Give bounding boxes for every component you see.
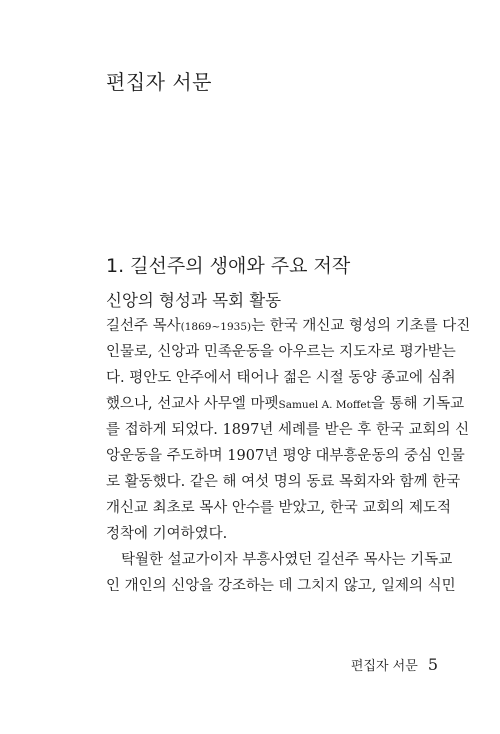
paragraph-2 xyxy=(106,547,456,599)
text-line xyxy=(106,313,471,339)
text-line: 다. 평안도 안주에서 태어나 젊은 시절 동양 종교에 심취 xyxy=(106,370,456,386)
text-line: 앙운동을 주도하며 1907년 평양 대부흥운동의 중심 인물 xyxy=(106,448,465,464)
text-span: 을 통해 기독교 xyxy=(370,396,465,412)
preface-title: 편집자 서문 xyxy=(106,70,212,94)
text-line: 로 활동했다. 같은 해 여섯 명의 동료 목회자와 함께 한국 xyxy=(106,474,461,490)
running-title: 편집자 서문 xyxy=(350,659,418,674)
page-number: 5 xyxy=(427,655,438,674)
text-line: 를 접하게 되었다. 1897년 세례를 받은 후 한국 교회의 신 xyxy=(106,422,470,438)
text-span: 는 한국 개신교 형성의 기초를 다진 xyxy=(251,318,471,334)
text-line: 탁월한 설교가이자 부흥사였던 길선주 목사는 기독교 xyxy=(121,552,453,568)
text-span: 했으나, 선교사 사무엘 마펫 xyxy=(106,396,279,412)
text-line: 개신교 최초로 목사 안수를 받았고, 한국 교회의 제도적 xyxy=(106,500,452,516)
page-footer xyxy=(351,655,438,674)
text-line xyxy=(106,391,465,417)
text-line: 인물로, 신앙과 민족운동을 아우르는 지도자로 평가받는 xyxy=(106,344,456,360)
section-heading: 1. 길선주의 생애와 주요 저작 xyxy=(106,255,351,277)
paragraph-1 xyxy=(106,313,471,547)
text-span: 길선주 목사 xyxy=(106,318,181,334)
years-annotation: (1869~1935) xyxy=(180,321,252,333)
sub-heading: 신앙의 형성과 목회 활동 xyxy=(106,291,282,310)
text-line: 인 개인의 신앙을 강조하는 데 그치지 않고, 일제의 식민 xyxy=(106,578,456,594)
name-annotation: Samuel A. Moffet xyxy=(278,399,371,411)
text-line: 정착에 기여하였다. xyxy=(106,526,228,542)
